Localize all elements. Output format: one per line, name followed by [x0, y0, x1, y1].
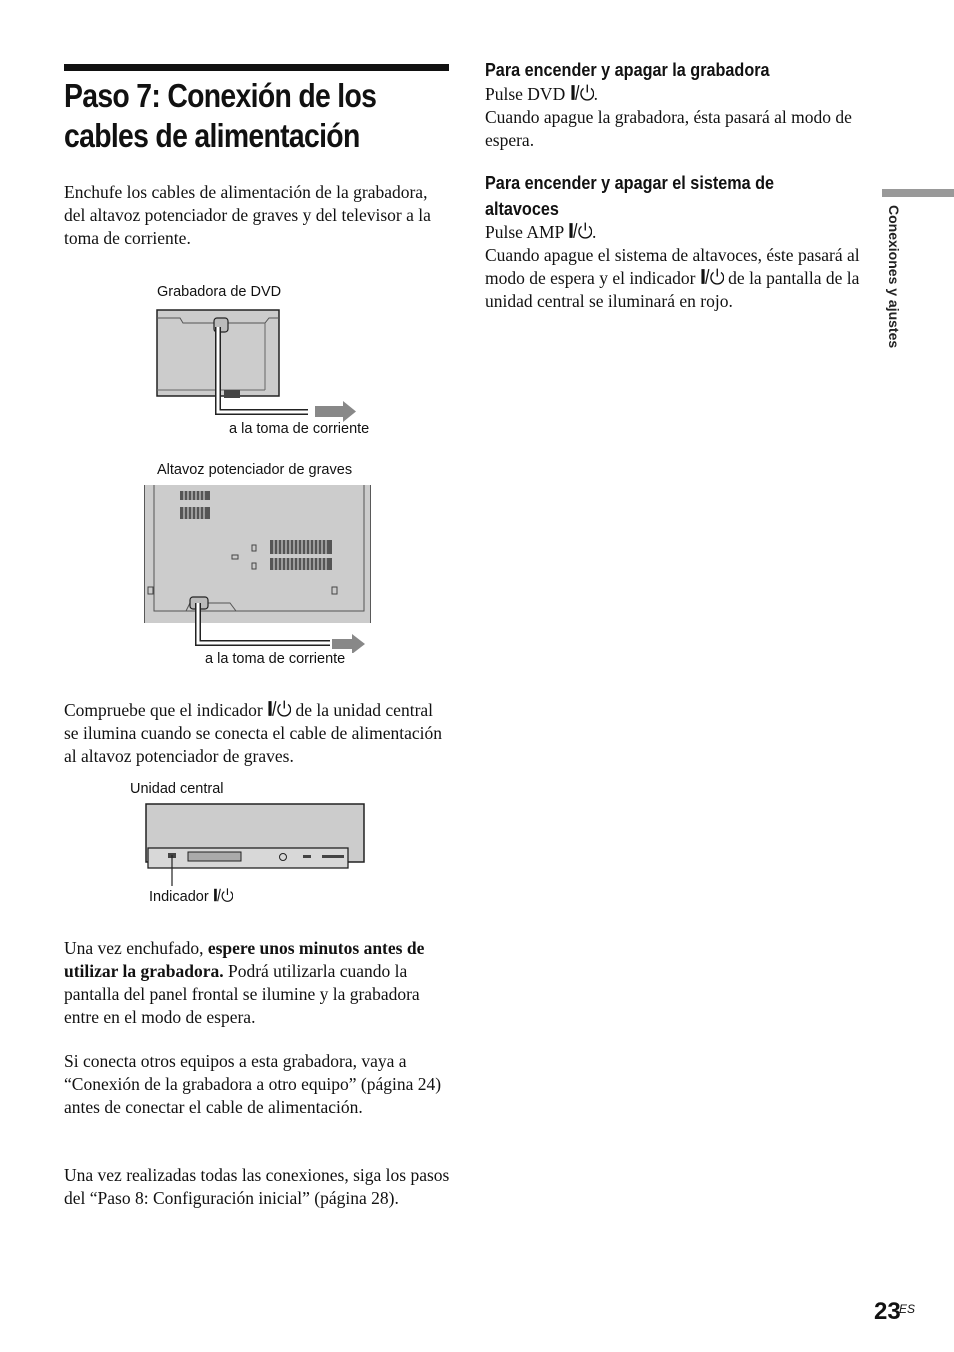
power-standby-icon [267, 699, 291, 718]
final-paragraph: Una vez realizadas todas las conexiones, siga los pasos del “Paso 8: Configuración inicial” (página 28). [64, 1165, 450, 1208]
intro-paragraph: Enchufe los cables de alimentación de la grabadora, del altavoz potenciador de graves y del televisor a la toma de corriente. [64, 182, 431, 248]
subwoofer-label: Altavoz potenciador de graves [157, 462, 353, 478]
dvd-note-text: Cuando apague la grabadora, ésta pasará al modo de espera. [485, 107, 852, 150]
central-unit-diagram [140, 800, 370, 890]
power-standby-icon [570, 83, 594, 102]
indicator-label-text: Indicador [149, 889, 209, 905]
subwoofer-outlet-label: a la toma de corriente [205, 651, 346, 667]
heading-recorder-power: Para encender y apagar la grabadora [485, 60, 770, 80]
heading-speaker-power: Para encender y apagar el sistema de altavoces [485, 173, 775, 219]
side-tab-label: Conexiones y ajustes [886, 205, 902, 349]
power-standby-icon [213, 887, 233, 903]
power-standby-icon [700, 267, 724, 286]
power-standby-icon [568, 221, 592, 240]
dvd-recorder-diagram [150, 300, 370, 425]
side-tab-bar [882, 189, 954, 197]
dvd-recorder-label: Grabadora de DVD [157, 284, 282, 300]
page-title: Paso 7: Conexión de los cables de alimentación [64, 77, 377, 154]
wait-text-after: Podrá utilizarla cuando la pantalla del panel frontal se ilumine y la grabadora entre en el modo de espera. [64, 961, 420, 1027]
indicator-label [149, 887, 233, 906]
other-equipment-paragraph: Si conecta otros equipos a esta grabadora, vaya a “Conexión de la grabadora a otro equipo” (página 24) antes de conectar el cable de alimentación. [64, 1051, 442, 1117]
dvd-press-text: Pulse DVD [485, 84, 566, 104]
amp-note-after: de la pantalla de la unidad central se iluminará en rojo. [485, 268, 860, 311]
dvd-outlet-label: a la toma de corriente [229, 421, 370, 437]
check-paragraph [64, 699, 450, 768]
amp-press-text: Pulse AMP [485, 222, 564, 242]
wait-text-bold: espere unos minutos antes de utilizar la grabadora. [64, 938, 425, 981]
subwoofer-diagram [140, 483, 375, 653]
page-number: 23 [874, 1298, 901, 1325]
recorder-power-paragraph: Pulse DVD . Cuando apague la grabadora, ésta pasará al modo de espera. [485, 84, 852, 150]
check-text-after: de la unidad central se ilumina cuando se conecta el cable de alimentación al altavoz potenciador de graves. [64, 700, 443, 766]
side-tab [880, 205, 904, 375]
speaker-power-paragraph: Pulse AMP . Cuando apague el sistema de altavoces, éste pasará al modo de espera y el indicador de la pantalla de la unidad central se iluminará en rojo. [485, 222, 860, 311]
title-rule [64, 64, 449, 71]
central-unit-label: Unidad central [130, 781, 224, 797]
check-text-before: Compruebe que el indicador [64, 700, 263, 720]
amp-note-before: Cuando apague el sistema de altavoces, éste pasará al modo de espera y el indicador [485, 245, 860, 288]
wait-text-before: Una vez enchufado, [64, 938, 208, 958]
page-number-suffix: ES [899, 1302, 916, 1316]
wait-paragraph [64, 937, 454, 1029]
